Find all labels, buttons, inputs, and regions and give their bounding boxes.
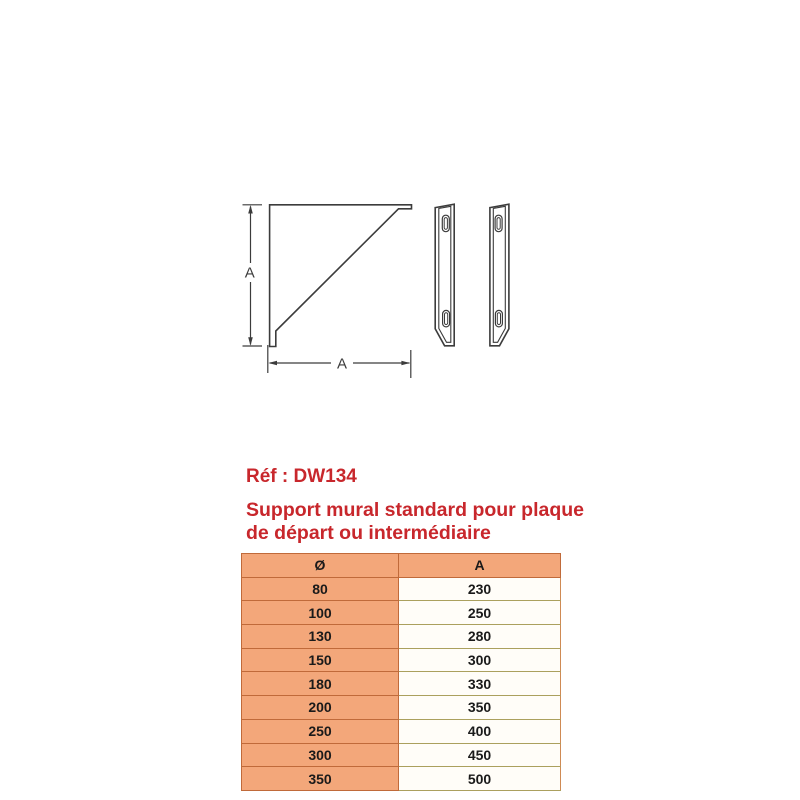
arrow-down-icon — [248, 337, 253, 346]
cell-diameter: 350 — [242, 767, 399, 791]
product-title-line2: de départ ou intermédiaire — [246, 521, 491, 544]
cell-diameter: 150 — [242, 648, 399, 672]
side-plate-right — [490, 204, 509, 346]
product-title-line1: Support mural standard pour plaque — [246, 499, 585, 521]
product-reference: Réf : DW134 — [246, 466, 357, 487]
cell-diameter: 180 — [242, 672, 399, 696]
slot-hole-inner — [497, 313, 500, 325]
horizontal-dimension — [268, 345, 411, 378]
side-plate-left — [435, 204, 454, 346]
table-row — [242, 767, 561, 791]
arrow-left-icon — [268, 361, 277, 366]
slot-hole-inner — [444, 218, 447, 230]
slot-hole-inner — [445, 313, 448, 325]
header-diameter: Ø — [242, 554, 399, 578]
table-row — [242, 719, 561, 743]
cell-a: 350 — [399, 696, 561, 720]
dim-label-horizontal: A — [336, 355, 348, 373]
cell-a: 250 — [399, 601, 561, 625]
slot-hole-inner — [497, 218, 500, 230]
vertical-dimension — [243, 205, 263, 346]
cell-diameter: 130 — [242, 625, 399, 649]
dim-label-vertical: A — [244, 264, 255, 282]
cell-a: 500 — [399, 767, 561, 791]
cell-a: 300 — [399, 648, 561, 672]
cell-a: 330 — [399, 672, 561, 696]
table-row — [242, 696, 561, 720]
bracket-outline — [270, 205, 412, 347]
table-row — [242, 648, 561, 672]
header-a: A — [399, 554, 561, 578]
cell-diameter: 300 — [242, 743, 399, 767]
cell-a: 230 — [399, 577, 561, 601]
cell-a: 280 — [399, 625, 561, 649]
arrow-up-icon — [248, 205, 253, 214]
cell-a: 450 — [399, 743, 561, 767]
cell-diameter: 250 — [242, 719, 399, 743]
cell-a: 400 — [399, 719, 561, 743]
table-row — [242, 625, 561, 649]
cell-diameter: 100 — [242, 601, 399, 625]
table-row — [242, 577, 561, 601]
spec-table — [241, 553, 561, 791]
table-header-row — [242, 554, 561, 578]
table-row — [242, 672, 561, 696]
cell-diameter: 80 — [242, 577, 399, 601]
table-row — [242, 601, 561, 625]
arrow-right-icon — [401, 361, 410, 366]
table-row — [242, 743, 561, 767]
product-title — [246, 499, 584, 544]
cell-diameter: 200 — [242, 696, 399, 720]
